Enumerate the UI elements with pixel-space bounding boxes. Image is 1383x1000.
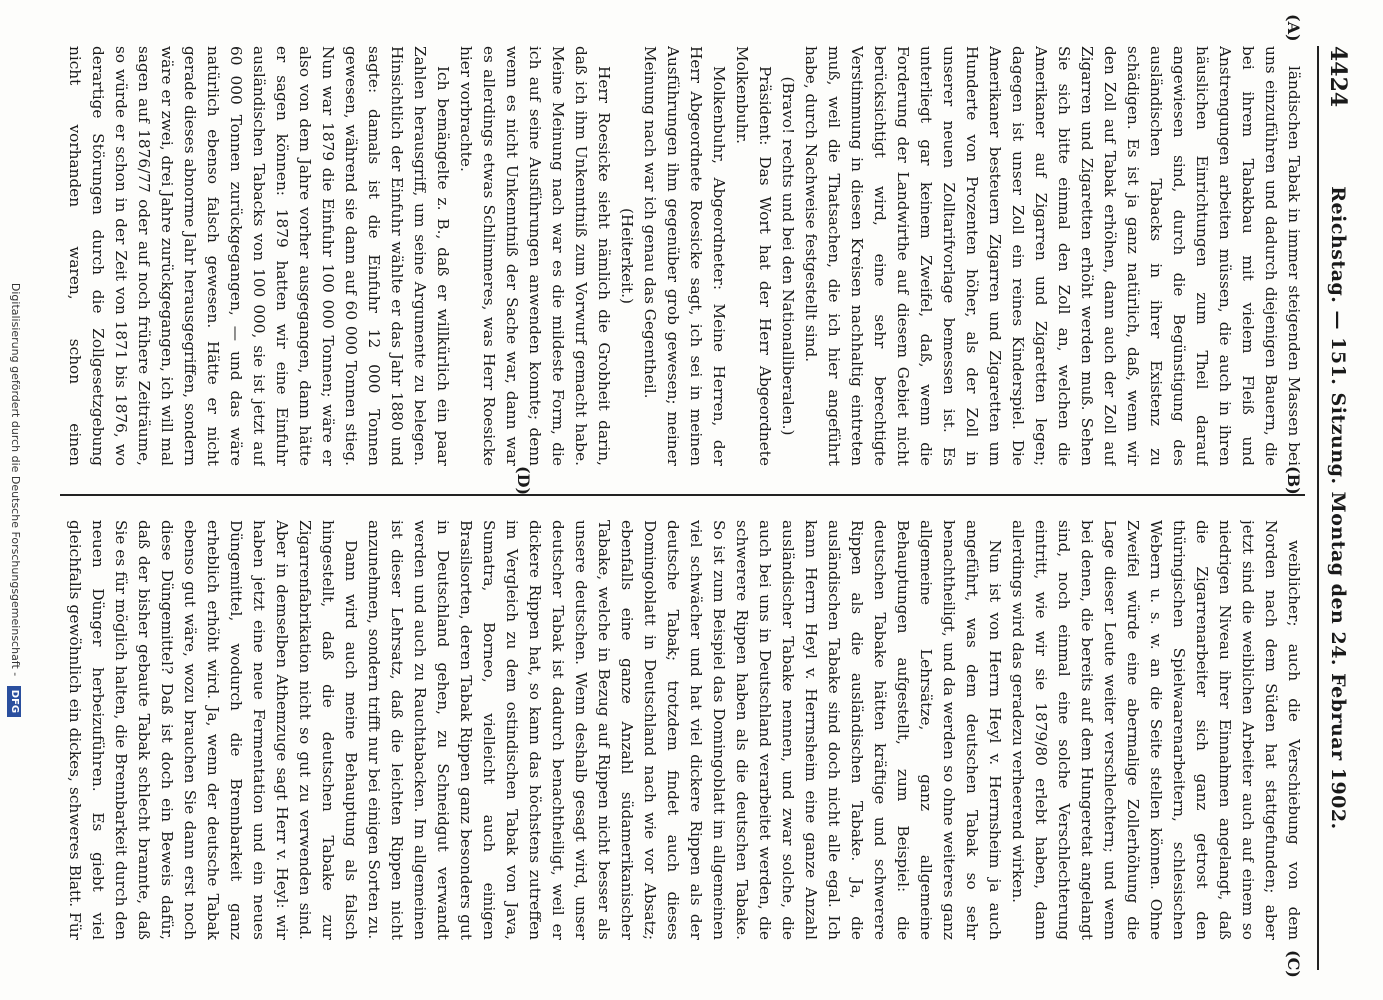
paragraph: Dann wird auch meine Behauptung als falsch hingestellt, daß die deutschen Tabake zur Zigarrenfabrikation nicht so gut zu verwenden sind. Aber in demselben Athemzuge sagt Herr v. Heyl: wir haben jetzt eine neue Fermentation und ein neues Düngemittel, wodurch die Brennbarkeit ganz erheblich erhöht wird. Ja, wenn der deutsche Tabak ebenso gut wäre, wozu brauchen Sie dann erst noch diese Düngemittel? Daß ist doch ein Beweis dafür, daß der bisher gebaute Tabak schlecht brannte, daß Sie es für möglich halten, die Brennbarkeit durch den neuen Dünger herbeizuführen. Es giebt viel gleichfalls gewöhnlich ein dickes, schweres Blatt. Für [66, 520, 360, 940]
column-divider [60, 494, 1305, 496]
left-text-column [60, 46, 1305, 466]
paragraph: Präsident: Das Wort hat der Herr Abgeordnete Molkenbuhr. [733, 46, 774, 466]
paragraph: (Heiterkeit.) [618, 208, 636, 304]
page-footer [0, 0, 30, 1000]
paragraph: Herr Roesicke sieht nämlich die Grobheit darin, daß ich ihm Unkenntniß zum Vorwurf gemacht habe. Meine Meinung nach war es die mildeste Form, die ich auf seine Ausführungen anwenden konnte; denn wenn es nicht Unkenntniß der Sache war, dann war es allerdings etwas Schlimmeres, was Herr Roesicke hier vorbrachte. [457, 46, 613, 466]
margin-mark-d: (D) [514, 466, 533, 496]
running-title: Reichstag. — 151. Sitzung. Montag den 24. Februar 1902. [1327, 186, 1349, 830]
paragraph: Ich bemängelte z. B., daß er willkürlich ein paar Zahlen herausgriff, um seine Argumente zu belegen. Hinsichtlich der Einfuhr wählte er das Jahr 1880 und sagte: damals ist die Einfuhr 12 000 Tonnen gewesen, während sie dann auf 60 000 Tonnen stieg. Nun war 1879 die Einfuhr 100 000 Tonnen; wäre er also von dem Jahre vorher ausgegangen, dann hätte er sagen können: 1879 hatten wir eine Einfuhr ausländischen Tabacks von 100 000, sie ist jetzt auf 60 000 Tonnen zurückgegangen, — und das wäre natürlich ebenso falsch gewesen. Hätte er nicht gerade dieses abnorme Jahr herausgegriffen, sondern wäre er zwei, drei Jahre zurückgegangen, ich will mal sagen auf 1876/77 oder auf noch frühere Zeiträume, so würde er schon in der Zeit von 1871 bis 1876, wo derartige Störungen durch die Zollgesetzgebung nicht vorhanden waren, schon einen [66, 46, 452, 466]
page-header [1317, 46, 1355, 970]
margin-mark-a: (A) [1284, 14, 1303, 42]
page-number: 4424 [1325, 46, 1351, 108]
paragraph: (Bravo! rechts und bei den Nationalliberalen.) [779, 76, 797, 436]
right-text-column [60, 520, 1305, 940]
paragraph: Nun ist von Herrn Heyl v. Herrnsheim ja auch angeführt, was dem deutschen Tabak so sehr benachtheiligt, und da werden so ohne weiteres ganz allgemeine Lehrsätze, ganz allgemeine Behauptungen aufgestellt, zum Beispiel: die deutschen Tabake hätten kräftige und schwerere Rippen als die ausländischen Tabake. Ja, die ausländischen Tabake sind doch nicht alle egal. Ich kann Herrn Heyl v. Herrnsheim eine ganze Anzahl ausländischer Tabake nennen, und zwar solche, die auch bei uns in Deutschland verarbeitet werden, die schwerere Rippen haben als die deutschen Tabake. So ist zum Beispiel das Domingoblatt im allgemeinen viel schwächer und hat viel dickere Rippen als der deutsche Tabak; trotzdem findet auch dieses Domingoblatt in Deutschland nach wie vor Absatz; ebenfalls eine ganze Anzahl südamerikanischer Tabake, welche in Bezug auf Rippen nicht besser als unsere deutschen. Wenn deshalb gesagt wird, unser deutscher Tabak ist dadurch benachtheiligt, weil er dickere Rippen hat, so kann das höchstens zutreffen im Vergleich zu dem ostindischen Tabak von Java, Sumatra, Borneo, vielleicht auch einigen Brasilsorten, deren Tabak Rippen ganz besonders gut in Deutschland gehen, zu Schneidgut verwandt werden und auch zu Rauchtabacken. Im allgemeinen ist dieser Lehrsatz, daß die leichten Rippen nicht anzunehmen, sondern trifft nur bei einigen Sorten zu. [365, 520, 1004, 940]
margin-mark-c: (C) [1284, 950, 1303, 978]
dfg-logo: DFG [7, 686, 21, 717]
paragraph: ländischen Tabak in immer steigenden Massen bei uns einzuführen und dadurch diejenigen Bauern, die bei ihrem Tabakbau mit vielem Fleiß und Anstrengungen arbeiten müssen, die auch in ihren häuslichen Einrichtungen zum Theil darauf angewiesen sind, durch die Begünstigung des ausländischen Tabacks in ihrer Existenz zu schädigen. Es ist ja ganz natürlich, daß, wenn wir den Zoll auf Tabak erhöhen, dann auch der Zoll auf Zigarren und Zigaretten erhöht werden muß. Sehen Sie sich bitte einmal den Zoll an, welchen die Amerikaner auf Zigarren und Zigaretten legen; dagegen ist unser Zoll ein reines Kinderspiel. Die Amerikaner besteuern Zigarren und Zigaretten um Hunderte von Prozenten höher, als der Zoll in unserer neuen Zolltarifvorlage bemessen ist. Es unterliegt gar keinem Zweifel, daß, wenn die Forderung der Landwirthe auf diesem Gebiet nicht berücksichtigt wird, eine sehr berechtigte Verstimmung in diesen Kreisen nachhaltig eintreten muß, weil die Thatsachen, die ich hier angeführt habe, durch Nachweise festgestellt sind. [802, 46, 1303, 466]
margin-mark-b: (B) [1284, 466, 1303, 495]
paragraph: Molkenbuhr, Abgeordneter: Meine Herren, der Herr Abgeordnete Roesicke sagt, ich sei in meinen Ausführungen ihm gegenüber grob gewesen; meiner Meinung nach war ich genau das Gegentheil. [641, 46, 728, 466]
paragraph: weiblicher; auch die Verschiebung von dem Norden nach dem Süden hat stattgefunden; aber jetzt sind die weiblichen Arbeiter auch auf einem so niedrigen Niveau ihrer Einnahmen angelangt, daß die Zigarrenarbeiter sich ganz getrost den thüringischen Spielwaarenarbeitern, schlesischen Webern u. s. w. an die Seite stellen können. Ohne Zweifel würde eine abermalige Zollerhöhung die Lage dieser Leute weiter verschlechtern; und wenn bei denen, die bereits auf dem Hungeretat angelangt sind, noch einmal eine solche Verschlechterung eintritt, wie wir sie 1879/80 erlebt haben, dann allerdings wird das geradezu verheerend wirken. [1009, 520, 1303, 940]
digitization-credit: Digitalisierung gefördert durch die Deutsche Forschungsgemeinschaft - [9, 282, 22, 677]
